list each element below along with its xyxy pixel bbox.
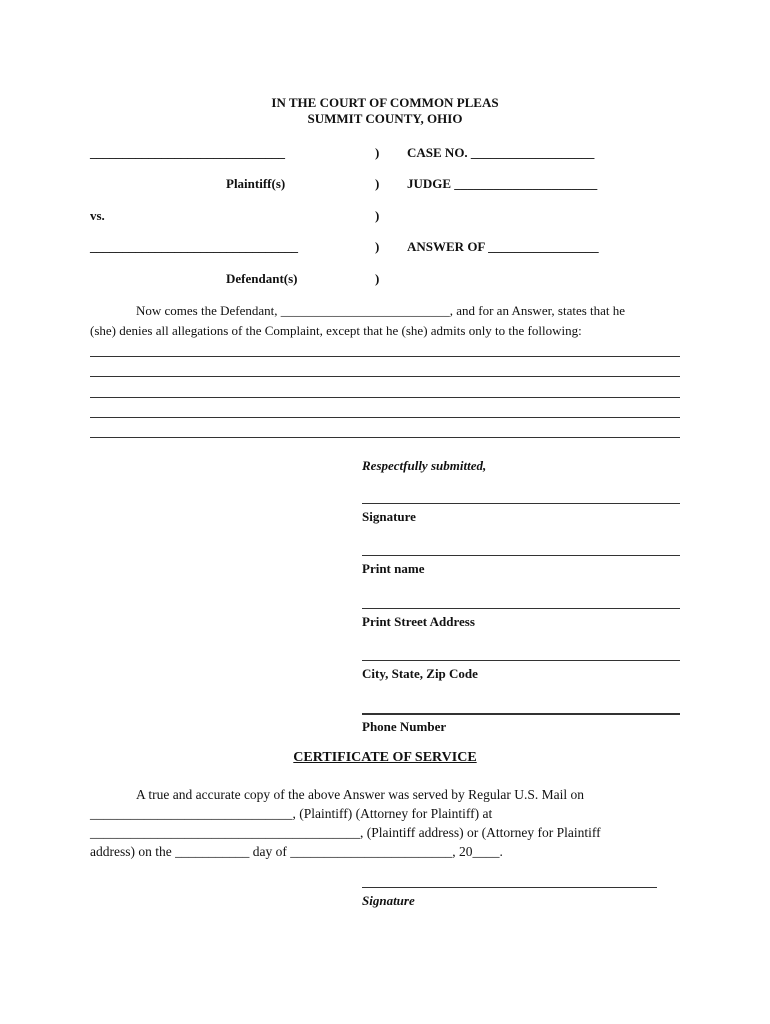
defendant-name-blank[interactable]: ________________________________	[90, 239, 298, 254]
admission-line[interactable]	[90, 397, 680, 398]
signature-label: Signature	[362, 509, 416, 524]
case-number-field[interactable]: CASE NO. ___________________	[407, 145, 595, 160]
answer-line-1: Now comes the Defendant, __________________________, and for an Answer, states that he	[136, 303, 626, 318]
answer-paragraph	[90, 301, 682, 341]
versus-label: vs.	[90, 208, 105, 223]
caption-paren: )	[375, 145, 380, 160]
print-name-label: Print name	[362, 561, 425, 576]
respectfully-submitted: Respectfully submitted,	[362, 458, 487, 473]
certificate-line-2[interactable]: ______________________________, (Plaintiff) (Attorney for Plaintiff) at	[90, 806, 493, 821]
phone-number-line[interactable]	[362, 713, 680, 715]
plaintiff-label: Plaintiff(s)	[226, 176, 286, 191]
certificate-signature-label: Signature	[362, 893, 415, 908]
admission-line[interactable]	[90, 437, 680, 438]
certificate-line-1: A true and accurate copy of the above Answer was served by Regular U.S. Mail on	[136, 787, 584, 802]
certificate-line-3[interactable]: ________________________________________, (Plaintiff address) or (Attorney for Plaintiff	[90, 825, 601, 840]
caption-paren: )	[375, 208, 380, 223]
caption-paren: )	[375, 176, 380, 191]
caption-paren: )	[375, 239, 380, 254]
answer-line-2: (she) denies all allegations of the Complaint, except that he (she) admits only to the following:	[90, 323, 582, 338]
admission-line[interactable]	[90, 376, 680, 377]
certificate-paragraph	[90, 785, 682, 861]
certificate-signature-line[interactable]	[362, 887, 657, 888]
judge-field[interactable]: JUDGE ______________________	[407, 176, 598, 191]
court-heading-line2: SUMMIT COUNTY, OHIO	[307, 111, 463, 126]
admission-line[interactable]	[90, 417, 680, 418]
caption-paren: )	[375, 271, 380, 286]
court-heading	[0, 95, 770, 127]
defendant-label: Defendant(s)	[226, 271, 298, 286]
street-address-label: Print Street Address	[362, 614, 475, 629]
admission-line[interactable]	[90, 356, 680, 357]
certificate-title: CERTIFICATE OF SERVICE	[293, 750, 477, 765]
signature-line[interactable]	[362, 503, 680, 504]
city-state-zip-label: City, State, Zip Code	[362, 666, 478, 681]
certificate-line-4[interactable]: address) on the ___________ day of ________________________, 20____.	[90, 844, 503, 859]
city-state-zip-line[interactable]	[362, 660, 680, 661]
print-name-line[interactable]	[362, 555, 680, 556]
phone-number-label: Phone Number	[362, 719, 447, 734]
plaintiff-name-blank[interactable]: ______________________________	[90, 145, 285, 160]
street-address-line[interactable]	[362, 608, 680, 609]
court-heading-line1: IN THE COURT OF COMMON PLEAS	[271, 95, 499, 110]
answer-of-field[interactable]: ANSWER OF _________________	[407, 239, 599, 254]
